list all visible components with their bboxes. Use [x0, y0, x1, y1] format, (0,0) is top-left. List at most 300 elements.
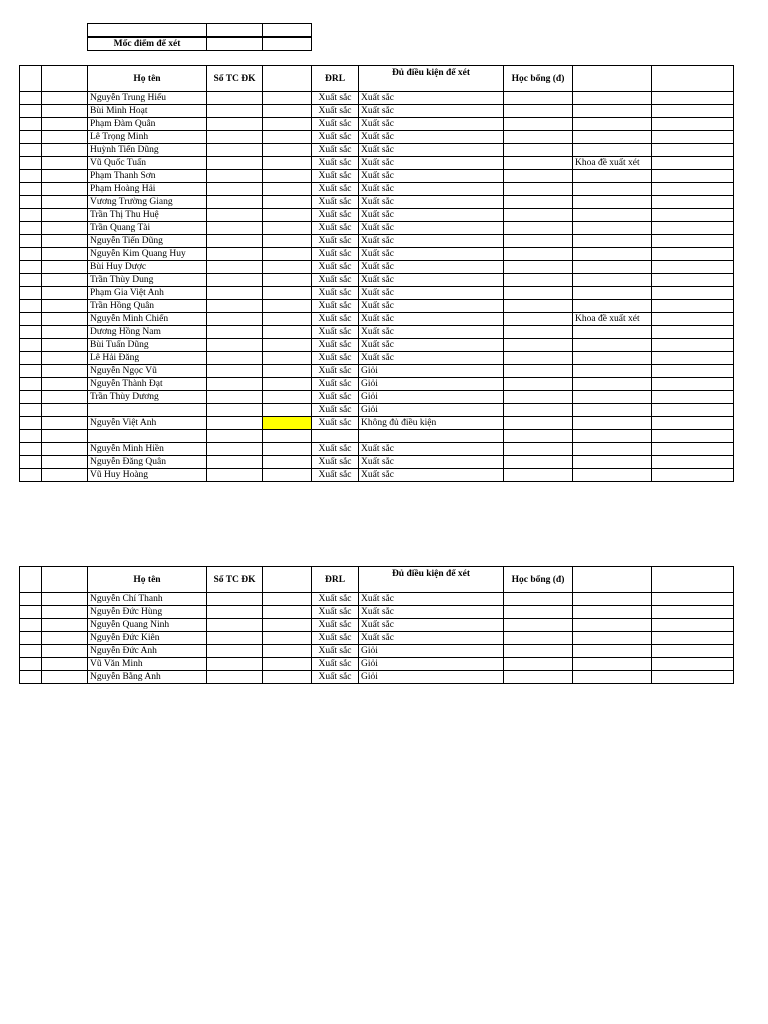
- extra-cell[interactable]: [652, 92, 734, 105]
- credits-cell[interactable]: [207, 235, 263, 248]
- note-cell[interactable]: [573, 209, 652, 222]
- scholarship-cell[interactable]: [504, 144, 573, 157]
- extra-cell[interactable]: [652, 313, 734, 326]
- scholarship-cell[interactable]: [504, 196, 573, 209]
- code-cell[interactable]: [42, 365, 88, 378]
- credits-cell[interactable]: [207, 619, 263, 632]
- gpa-cell[interactable]: [263, 209, 312, 222]
- code-cell[interactable]: [42, 235, 88, 248]
- condition-cell[interactable]: Xuất sắc: [359, 593, 504, 606]
- code-cell[interactable]: [42, 92, 88, 105]
- gpa-cell[interactable]: [263, 645, 312, 658]
- note-cell[interactable]: [573, 118, 652, 131]
- drl-cell[interactable]: Xuất sắc: [312, 632, 359, 645]
- note-cell[interactable]: [573, 658, 652, 671]
- name-cell[interactable]: Trần Thùy Dương: [88, 391, 207, 404]
- name-cell[interactable]: Dương Hồng Nam: [88, 326, 207, 339]
- code-cell[interactable]: [42, 619, 88, 632]
- credits-cell[interactable]: [207, 468, 263, 481]
- threshold-value-cell[interactable]: [263, 37, 312, 51]
- drl-cell[interactable]: Xuất sắc: [312, 606, 359, 619]
- index-cell[interactable]: [20, 144, 42, 157]
- scholarship-cell[interactable]: [504, 391, 573, 404]
- drl-cell[interactable]: Xuất sắc: [312, 248, 359, 261]
- scholarship-cell[interactable]: [504, 235, 573, 248]
- note-cell[interactable]: [573, 430, 652, 443]
- index-cell[interactable]: [20, 92, 42, 105]
- name-cell[interactable]: Trần Thùy Dung: [88, 274, 207, 287]
- gpa-cell[interactable]: [263, 442, 312, 455]
- extra-cell[interactable]: [652, 196, 734, 209]
- drl-cell[interactable]: Xuất sắc: [312, 442, 359, 455]
- index-cell[interactable]: [20, 404, 42, 417]
- drl-cell[interactable]: [312, 430, 359, 443]
- condition-cell[interactable]: Xuất sắc: [359, 131, 504, 144]
- gpa-cell[interactable]: [263, 352, 312, 365]
- scholarship-cell[interactable]: [504, 632, 573, 645]
- drl-cell[interactable]: Xuất sắc: [312, 144, 359, 157]
- name-cell[interactable]: Huỳnh Tiến Dũng: [88, 144, 207, 157]
- name-cell[interactable]: Nguyễn Đức Anh: [88, 645, 207, 658]
- index-cell[interactable]: [20, 131, 42, 144]
- index-cell[interactable]: [20, 455, 42, 468]
- name-cell[interactable]: Nguyễn Kim Quang Huy: [88, 248, 207, 261]
- extra-cell[interactable]: [652, 619, 734, 632]
- extra-cell[interactable]: [652, 430, 734, 443]
- credits-cell[interactable]: [207, 248, 263, 261]
- condition-cell[interactable]: Xuất sắc: [359, 248, 504, 261]
- note-cell[interactable]: [573, 417, 652, 430]
- threshold-label[interactable]: Mốc điểm để xét: [88, 37, 207, 51]
- condition-cell[interactable]: Xuất sắc: [359, 144, 504, 157]
- name-cell[interactable]: Nguyễn Minh Chiến: [88, 313, 207, 326]
- note-cell[interactable]: [573, 287, 652, 300]
- name-cell[interactable]: Bùi Huy Dược: [88, 261, 207, 274]
- name-cell[interactable]: Nguyễn Quang Ninh: [88, 619, 207, 632]
- drl-cell[interactable]: Xuất sắc: [312, 92, 359, 105]
- code-cell[interactable]: [42, 430, 88, 443]
- condition-cell[interactable]: Giỏi: [359, 658, 504, 671]
- credits-cell[interactable]: [207, 287, 263, 300]
- credits-cell[interactable]: [207, 632, 263, 645]
- scholarship-cell[interactable]: [504, 157, 573, 170]
- credits-cell[interactable]: [207, 157, 263, 170]
- note-cell[interactable]: [573, 468, 652, 481]
- index-cell[interactable]: [20, 632, 42, 645]
- extra-cell[interactable]: [652, 468, 734, 481]
- condition-cell[interactable]: Không đủ điều kiện: [359, 417, 504, 430]
- name-cell[interactable]: Phạm Thanh Sơn: [88, 170, 207, 183]
- note-cell[interactable]: [573, 248, 652, 261]
- condition-cell[interactable]: Xuất sắc: [359, 235, 504, 248]
- extra-cell[interactable]: [652, 235, 734, 248]
- code-cell[interactable]: [42, 468, 88, 481]
- extra-cell[interactable]: [652, 248, 734, 261]
- extra-cell[interactable]: [652, 391, 734, 404]
- condition-cell[interactable]: [359, 430, 504, 443]
- extra-cell[interactable]: [652, 170, 734, 183]
- drl-cell[interactable]: Xuất sắc: [312, 619, 359, 632]
- note-cell[interactable]: [573, 619, 652, 632]
- code-cell[interactable]: [42, 118, 88, 131]
- index-cell[interactable]: [20, 235, 42, 248]
- name-cell[interactable]: Lê Hải Đăng: [88, 352, 207, 365]
- code-cell[interactable]: [42, 645, 88, 658]
- note-cell[interactable]: [573, 442, 652, 455]
- gpa-cell[interactable]: [263, 144, 312, 157]
- name-cell[interactable]: Lê Trọng Minh: [88, 131, 207, 144]
- scholarship-cell[interactable]: [504, 170, 573, 183]
- gpa-cell[interactable]: [263, 274, 312, 287]
- drl-cell[interactable]: Xuất sắc: [312, 274, 359, 287]
- gpa-cell[interactable]: [263, 261, 312, 274]
- code-cell[interactable]: [42, 455, 88, 468]
- scholarship-cell[interactable]: [504, 183, 573, 196]
- code-cell[interactable]: [42, 300, 88, 313]
- credits-cell[interactable]: [207, 645, 263, 658]
- code-cell[interactable]: [42, 131, 88, 144]
- name-cell[interactable]: Nguyễn Thành Đạt: [88, 378, 207, 391]
- code-cell[interactable]: [42, 417, 88, 430]
- condition-cell[interactable]: Xuất sắc: [359, 92, 504, 105]
- index-cell[interactable]: [20, 339, 42, 352]
- condition-cell[interactable]: Xuất sắc: [359, 287, 504, 300]
- drl-cell[interactable]: Xuất sắc: [312, 352, 359, 365]
- extra-cell[interactable]: [652, 183, 734, 196]
- condition-cell[interactable]: Xuất sắc: [359, 300, 504, 313]
- code-cell[interactable]: [42, 339, 88, 352]
- gpa-cell[interactable]: [263, 235, 312, 248]
- threshold-cell[interactable]: [207, 24, 263, 38]
- note-cell[interactable]: [573, 593, 652, 606]
- credits-cell[interactable]: [207, 391, 263, 404]
- code-cell[interactable]: [42, 144, 88, 157]
- gpa-cell[interactable]: [263, 658, 312, 671]
- extra-cell[interactable]: [652, 632, 734, 645]
- scholarship-cell[interactable]: [504, 92, 573, 105]
- note-cell[interactable]: [573, 222, 652, 235]
- extra-cell[interactable]: [652, 455, 734, 468]
- code-cell[interactable]: [42, 222, 88, 235]
- drl-cell[interactable]: Xuất sắc: [312, 222, 359, 235]
- code-cell[interactable]: [42, 209, 88, 222]
- note-cell[interactable]: [573, 274, 652, 287]
- note-cell[interactable]: [573, 300, 652, 313]
- name-cell[interactable]: Nguyễn Đăng Quân: [88, 455, 207, 468]
- code-cell[interactable]: [42, 170, 88, 183]
- drl-cell[interactable]: Xuất sắc: [312, 209, 359, 222]
- gpa-cell[interactable]: [263, 196, 312, 209]
- extra-cell[interactable]: [652, 593, 734, 606]
- scholarship-cell[interactable]: [504, 658, 573, 671]
- scholarship-cell[interactable]: [504, 300, 573, 313]
- condition-cell[interactable]: Xuất sắc: [359, 261, 504, 274]
- gpa-cell[interactable]: [263, 632, 312, 645]
- name-cell[interactable]: Vương Trường Giang: [88, 196, 207, 209]
- extra-cell[interactable]: [652, 404, 734, 417]
- credits-cell[interactable]: [207, 274, 263, 287]
- index-cell[interactable]: [20, 352, 42, 365]
- credits-cell[interactable]: [207, 593, 263, 606]
- drl-cell[interactable]: Xuất sắc: [312, 118, 359, 131]
- index-cell[interactable]: [20, 105, 42, 118]
- gpa-cell[interactable]: [263, 430, 312, 443]
- drl-cell[interactable]: Xuất sắc: [312, 671, 359, 684]
- name-cell[interactable]: Nguyễn Tiến Dũng: [88, 235, 207, 248]
- scholarship-cell[interactable]: [504, 671, 573, 684]
- condition-cell[interactable]: Xuất sắc: [359, 274, 504, 287]
- scholarship-cell[interactable]: [504, 365, 573, 378]
- extra-cell[interactable]: [652, 300, 734, 313]
- name-cell[interactable]: Trần Hồng Quân: [88, 300, 207, 313]
- credits-cell[interactable]: [207, 92, 263, 105]
- threshold-cell[interactable]: [263, 24, 312, 38]
- index-cell[interactable]: [20, 261, 42, 274]
- name-cell[interactable]: Trần Thị Thu Huệ: [88, 209, 207, 222]
- index-cell[interactable]: [20, 430, 42, 443]
- gpa-cell[interactable]: [263, 455, 312, 468]
- drl-cell[interactable]: Xuất sắc: [312, 468, 359, 481]
- index-cell[interactable]: [20, 118, 42, 131]
- index-cell[interactable]: [20, 365, 42, 378]
- scholarship-cell[interactable]: [504, 619, 573, 632]
- index-cell[interactable]: [20, 248, 42, 261]
- code-cell[interactable]: [42, 326, 88, 339]
- scholarship-cell[interactable]: [504, 417, 573, 430]
- gpa-cell[interactable]: [263, 183, 312, 196]
- note-cell[interactable]: Khoa đề xuất xét: [573, 157, 652, 170]
- condition-cell[interactable]: Xuất sắc: [359, 339, 504, 352]
- condition-cell[interactable]: Xuất sắc: [359, 209, 504, 222]
- extra-cell[interactable]: [652, 606, 734, 619]
- extra-cell[interactable]: [652, 339, 734, 352]
- index-cell[interactable]: [20, 593, 42, 606]
- extra-cell[interactable]: [652, 352, 734, 365]
- note-cell[interactable]: [573, 404, 652, 417]
- code-cell[interactable]: [42, 183, 88, 196]
- credits-cell[interactable]: [207, 671, 263, 684]
- extra-cell[interactable]: [652, 326, 734, 339]
- scholarship-cell[interactable]: [504, 593, 573, 606]
- credits-cell[interactable]: [207, 209, 263, 222]
- scholarship-cell[interactable]: [504, 606, 573, 619]
- credits-cell[interactable]: [207, 183, 263, 196]
- gpa-cell[interactable]: [263, 300, 312, 313]
- credits-cell[interactable]: [207, 131, 263, 144]
- condition-cell[interactable]: Xuất sắc: [359, 222, 504, 235]
- note-cell[interactable]: [573, 131, 652, 144]
- scholarship-cell[interactable]: [504, 222, 573, 235]
- drl-cell[interactable]: Xuất sắc: [312, 287, 359, 300]
- condition-cell[interactable]: Xuất sắc: [359, 468, 504, 481]
- credits-cell[interactable]: [207, 455, 263, 468]
- note-cell[interactable]: [573, 606, 652, 619]
- extra-cell[interactable]: [652, 157, 734, 170]
- drl-cell[interactable]: Xuất sắc: [312, 326, 359, 339]
- scholarship-cell[interactable]: [504, 455, 573, 468]
- condition-cell[interactable]: Xuất sắc: [359, 170, 504, 183]
- name-cell[interactable]: Nguyễn Đức Hùng: [88, 606, 207, 619]
- condition-cell[interactable]: Xuất sắc: [359, 157, 504, 170]
- note-cell[interactable]: [573, 391, 652, 404]
- condition-cell[interactable]: Xuất sắc: [359, 105, 504, 118]
- name-cell[interactable]: Phạm Hoàng Hải: [88, 183, 207, 196]
- extra-cell[interactable]: [652, 209, 734, 222]
- drl-cell[interactable]: Xuất sắc: [312, 645, 359, 658]
- drl-cell[interactable]: Xuất sắc: [312, 300, 359, 313]
- gpa-cell[interactable]: [263, 92, 312, 105]
- extra-cell[interactable]: [652, 645, 734, 658]
- index-cell[interactable]: [20, 326, 42, 339]
- gpa-cell[interactable]: [263, 593, 312, 606]
- name-cell[interactable]: Vũ Quốc Tuấn: [88, 157, 207, 170]
- name-cell[interactable]: Nguyễn Đức Kiên: [88, 632, 207, 645]
- credits-cell[interactable]: [207, 352, 263, 365]
- extra-cell[interactable]: [652, 417, 734, 430]
- scholarship-cell[interactable]: [504, 209, 573, 222]
- credits-cell[interactable]: [207, 404, 263, 417]
- credits-cell[interactable]: [207, 222, 263, 235]
- scholarship-cell[interactable]: [504, 261, 573, 274]
- index-cell[interactable]: [20, 209, 42, 222]
- name-cell[interactable]: Trần Quang Tài: [88, 222, 207, 235]
- index-cell[interactable]: [20, 468, 42, 481]
- code-cell[interactable]: [42, 391, 88, 404]
- name-cell[interactable]: Bùi Tuấn Dũng: [88, 339, 207, 352]
- note-cell[interactable]: [573, 339, 652, 352]
- extra-cell[interactable]: [652, 274, 734, 287]
- extra-cell[interactable]: [652, 118, 734, 131]
- gpa-cell[interactable]: [263, 378, 312, 391]
- note-cell[interactable]: [573, 170, 652, 183]
- gpa-cell[interactable]: [263, 339, 312, 352]
- gpa-cell[interactable]: [263, 157, 312, 170]
- extra-cell[interactable]: [652, 658, 734, 671]
- gpa-cell[interactable]: [263, 248, 312, 261]
- drl-cell[interactable]: Xuất sắc: [312, 417, 359, 430]
- credits-cell[interactable]: [207, 365, 263, 378]
- threshold-value-cell[interactable]: [207, 37, 263, 51]
- drl-cell[interactable]: Xuất sắc: [312, 378, 359, 391]
- extra-cell[interactable]: [652, 222, 734, 235]
- gpa-cell[interactable]: [263, 287, 312, 300]
- condition-cell[interactable]: Xuất sắc: [359, 326, 504, 339]
- note-cell[interactable]: [573, 365, 652, 378]
- gpa-cell[interactable]: [263, 313, 312, 326]
- gpa-cell[interactable]: [263, 365, 312, 378]
- scholarship-cell[interactable]: [504, 274, 573, 287]
- gpa-cell[interactable]: [263, 391, 312, 404]
- condition-cell[interactable]: Giỏi: [359, 391, 504, 404]
- note-cell[interactable]: [573, 144, 652, 157]
- code-cell[interactable]: [42, 378, 88, 391]
- drl-cell[interactable]: Xuất sắc: [312, 131, 359, 144]
- scholarship-cell[interactable]: [504, 118, 573, 131]
- gpa-cell[interactable]: [263, 222, 312, 235]
- credits-cell[interactable]: [207, 170, 263, 183]
- index-cell[interactable]: [20, 619, 42, 632]
- credits-cell[interactable]: [207, 417, 263, 430]
- drl-cell[interactable]: Xuất sắc: [312, 404, 359, 417]
- name-cell[interactable]: Nguyễn Minh Hiền: [88, 442, 207, 455]
- name-cell[interactable]: Phạm Đàm Quân: [88, 118, 207, 131]
- credits-cell[interactable]: [207, 261, 263, 274]
- condition-cell[interactable]: Xuất sắc: [359, 352, 504, 365]
- credits-cell[interactable]: [207, 105, 263, 118]
- condition-cell[interactable]: Giỏi: [359, 671, 504, 684]
- drl-cell[interactable]: Xuất sắc: [312, 391, 359, 404]
- scholarship-cell[interactable]: [504, 326, 573, 339]
- extra-cell[interactable]: [652, 671, 734, 684]
- name-cell[interactable]: Nguyễn Việt Anh: [88, 417, 207, 430]
- scholarship-cell[interactable]: [504, 313, 573, 326]
- drl-cell[interactable]: Xuất sắc: [312, 157, 359, 170]
- gpa-cell[interactable]: [263, 671, 312, 684]
- code-cell[interactable]: [42, 593, 88, 606]
- scholarship-cell[interactable]: [504, 442, 573, 455]
- scholarship-cell[interactable]: [504, 468, 573, 481]
- index-cell[interactable]: [20, 313, 42, 326]
- index-cell[interactable]: [20, 606, 42, 619]
- credits-cell[interactable]: [207, 313, 263, 326]
- index-cell[interactable]: [20, 274, 42, 287]
- credits-cell[interactable]: [207, 430, 263, 443]
- gpa-cell-highlighted[interactable]: [263, 417, 312, 430]
- note-cell[interactable]: [573, 632, 652, 645]
- drl-cell[interactable]: Xuất sắc: [312, 105, 359, 118]
- code-cell[interactable]: [42, 157, 88, 170]
- code-cell[interactable]: [42, 313, 88, 326]
- note-cell[interactable]: [573, 378, 652, 391]
- scholarship-cell[interactable]: [504, 248, 573, 261]
- index-cell[interactable]: [20, 378, 42, 391]
- condition-cell[interactable]: Giỏi: [359, 645, 504, 658]
- note-cell[interactable]: [573, 326, 652, 339]
- condition-cell[interactable]: Xuất sắc: [359, 632, 504, 645]
- credits-cell[interactable]: [207, 118, 263, 131]
- note-cell[interactable]: [573, 183, 652, 196]
- index-cell[interactable]: [20, 417, 42, 430]
- drl-cell[interactable]: Xuất sắc: [312, 455, 359, 468]
- extra-cell[interactable]: [652, 365, 734, 378]
- condition-cell[interactable]: Xuất sắc: [359, 606, 504, 619]
- index-cell[interactable]: [20, 300, 42, 313]
- threshold-cell[interactable]: [88, 24, 207, 38]
- code-cell[interactable]: [42, 287, 88, 300]
- note-cell[interactable]: Khoa đề xuất xét: [573, 313, 652, 326]
- index-cell[interactable]: [20, 183, 42, 196]
- drl-cell[interactable]: Xuất sắc: [312, 235, 359, 248]
- name-cell[interactable]: Vũ Văn Minh: [88, 658, 207, 671]
- index-cell[interactable]: [20, 671, 42, 684]
- extra-cell[interactable]: [652, 131, 734, 144]
- note-cell[interactable]: [573, 105, 652, 118]
- credits-cell[interactable]: [207, 144, 263, 157]
- gpa-cell[interactable]: [263, 619, 312, 632]
- code-cell[interactable]: [42, 274, 88, 287]
- code-cell[interactable]: [42, 658, 88, 671]
- note-cell[interactable]: [573, 352, 652, 365]
- drl-cell[interactable]: Xuất sắc: [312, 196, 359, 209]
- index-cell[interactable]: [20, 170, 42, 183]
- index-cell[interactable]: [20, 391, 42, 404]
- note-cell[interactable]: [573, 235, 652, 248]
- index-cell[interactable]: [20, 645, 42, 658]
- condition-cell[interactable]: Xuất sắc: [359, 183, 504, 196]
- scholarship-cell[interactable]: [504, 352, 573, 365]
- credits-cell[interactable]: [207, 196, 263, 209]
- index-cell[interactable]: [20, 196, 42, 209]
